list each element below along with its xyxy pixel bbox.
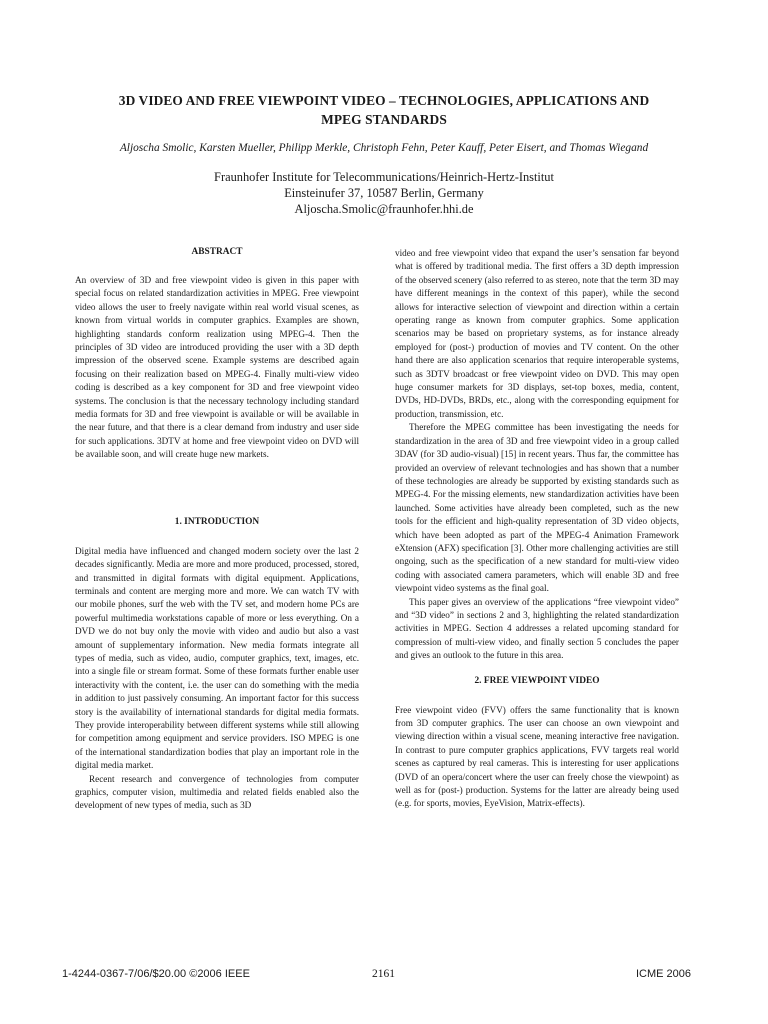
author-list: Aljoscha Smolic, Karsten Mueller, Philipp Merkle, Christoph Fehn, Peter Kauff, Peter Eisert, and Thomas Wiegand [119, 142, 649, 154]
right-column [395, 247, 679, 811]
title-line-1: 3D VIDEO AND FREE VIEWPOINT VIDEO – TECHNOLOGIES, APPLICATIONS AND [118, 93, 650, 108]
footer-conference: ICME 2006 [636, 968, 692, 980]
introduction-paragraph-3: video and free viewpoint video that expand the user’s sensation far beyond what is offered by traditional media. The first offers a 3D depth impression of the observed scenery (also referred to as stereo, note that the term 3D may have different meanings in the context of this paper), while the second allows for interactive selection of viewpoint and direction within a certain operating range as known from computer graphics. Some application scenarios may be based on proprietary systems, as for instance already employed for (post-) production of movies and TV content. On the other hand there are also application scenarios that require interoperable systems, such as 3DTV broadcast or free viewpoint video on DVD. This may open huge consumer markets for 3D displays, set-top boxes, media, content, DVDs, HD-DVDs, BRDs, etc., along with the corresponding equipment for production, transmission, etc. [395, 248, 679, 419]
introduction-paragraph-4: Therefore the MPEG committee has been investigating the needs for standardization in the area of 3D and free viewpoint video in a group called 3DAV (for 3D audio-visual) [15] in recent years. Thus far, the committee has provided an overview of relevant technologies and has shown that a number of these technologies are already be supported by existing standards such as MPEG-4. For the missing elements, new standardization activities have been launched. Some activities have already been completed, such as the new tools for the efficient and high-quality representation of 3D video objects, which have been adopted as part of the MPEG-4 Animation Framework eXtension (AFX) specification [3]. Other more challenging activities are still ongoing, such as the specification of a new standard for multi-view video coding with associated camera parameters, which will enable 3D and free viewpoint video systems as the final goal. [395, 422, 679, 594]
introduction-paragraph-2: Recent research and convergence of technologies from computer graphics, computer vision, multimedia and related fields enabled also the development of new types of media, such as 3D [75, 773, 359, 811]
abstract-heading: ABSTRACT [191, 247, 243, 257]
abstract-text: An overview of 3D and free viewpoint video is given in this paper with special focus on related standardization activities in MPEG. Free viewpoint video allows the user to freely navigate within real world visual scenes, as known from virtual worlds in computer graphics. Examples are shown, highlighting standards conform realization using MPEG-4. Then the principles of 3D video are introduced providing the user with a 3D depth impression of the observed scene. Example systems are described again focusing on their realization based on MPEG-4. Finally multi-view video coding is described as a key component for 3D and free viewpoint video systems. The conclusion is that the necessary technology including standard media formats for 3D and free viewpoint is available or will be available in the near future, and that there is a clear demand from industry and user side for such applications. 3DTV at home and free viewpoint video on DVD will be available soon, and will create huge new markets. [75, 275, 359, 460]
footer-page-number: 2161 [372, 968, 395, 980]
title-line-2: MPEG STANDARDS [321, 112, 447, 127]
fvv-heading: 2. FREE VIEWPOINT VIDEO [474, 675, 600, 686]
introduction-paragraph-1: Digital media have influenced and changed modern society over the last 2 decades significantly. Media are more and more produced, processed, stored, and transmitted in digital formats with digital equipment. Applications, terminals and content are merging more and more. We can watch TV with our mobile phones, surf the web with the TV set, and modern home PCs are powerful multimedia workstations capable of more or less everything. On a DVD we do not buy only the movie with video and audio but also a vast amount of supplementary information. New media formats integrate all types of media, such as video, audio, computer graphics, text, images, etc. into a single file or stream format. Some of these formats further enable user interactivity with the content, i.e. the user can do something with the media in addition to just passively consuming. An important factor for this success story is the availability of international standards for digital media formats. They provide interoperability between different systems while still allowing for competition among equipment and service providers. ISO MPEG is one of the international standardization bodies that play an important role in the digital media market. [75, 545, 359, 771]
fvv-paragraph-1: Free viewpoint video (FVV) offers the same functionality that is known from 3D computer graphics. The user can choose an own viewpoint and viewing direction within a visual scene, meaning interactive free navigation. In contrast to pure computer graphics applications, FVV targets real world scenes as captured by real cameras. This is interesting for user applications (DVD of an opera/concert where the user can freely chose the viewpoint) as well as for (post-) production. Systems for the latter are already being used (e.g. for sports, movies, EyeVision, Matrix-effects). [395, 704, 679, 809]
paper-title [70, 91, 698, 129]
footer-isbn: 1-4244-0367-7/06/$20.00 ©2006 IEEE [62, 968, 250, 980]
author-email[interactable]: Aljoscha.Smolic@fraunhofer.hhi.de [294, 202, 474, 216]
introduction-paragraph-5: This paper gives an overview of the applications “free viewpoint video” and “3D video” in sections 2 and 3, highlighting the related standardization activities in MPEG. Section 4 addresses a related upcoming standard for compression of multi-view video, and finally section 5 concludes the paper and gives an outlook to the future in this area. [395, 596, 679, 661]
affiliation [140, 169, 628, 217]
affiliation-address: Einsteinufer 37, 10587 Berlin, Germany [284, 186, 484, 200]
introduction-heading: 1. INTRODUCTION [174, 516, 260, 527]
left-column [75, 243, 359, 813]
affiliation-institute: Fraunhofer Institute for Telecommunications/Heinrich-Hertz-Institut [214, 170, 554, 184]
